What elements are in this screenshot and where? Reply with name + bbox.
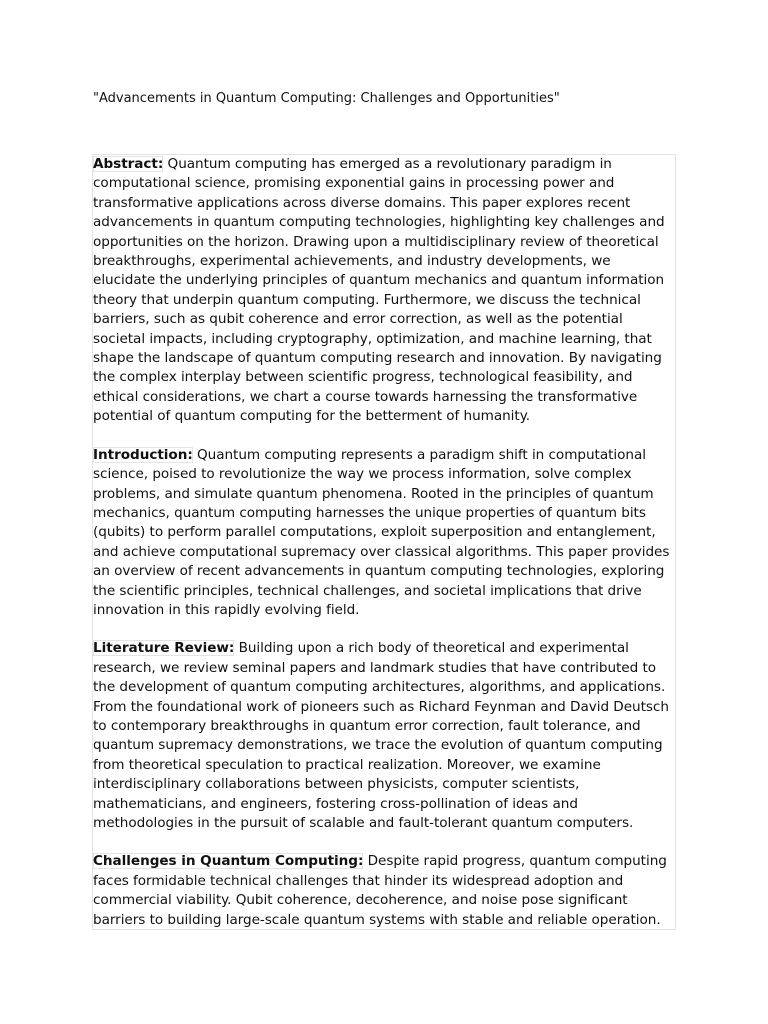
section-abstract <box>93 155 675 427</box>
section-heading-introduction: Introduction: <box>93 446 193 463</box>
section-text-challenges: Despite rapid progress, quantum computing faces formidable technical challenges that hinder its widespread adoption and commercial viability. Qubit coherence, decoherence, and noise pose significant barriers to building large-scale quantum systems with stable and reliable operation. <box>93 853 667 928</box>
section-heading-challenges: Challenges in Quantum Computing: <box>93 853 364 870</box>
content-box <box>92 154 676 930</box>
section-heading-literature-review: Literature Review: <box>93 640 235 657</box>
section-heading-abstract: Abstract: <box>93 156 164 172</box>
section-text-literature-review: Building upon a rich body of theoretical and experimental research, we review seminal papers and landmark studies that have contributed to the development of quantum computing architectures, algorithms, and applications. From the foundational work of pioneers such as Richard Feynman and David Deutsch to contemporary breakthroughs in quantum error correction, fault tolerance, and quantum supremacy demonstrations, we trace the evolution of quantum computing from theoretical speculation to practical realization. Moreover, we examine interdisciplinary collaborations between physicists, computer scientists, mathematicians, and engineers, fostering cross-pollination of ideas and methodologies in the pursuit of scalable and fault-tolerant quantum computers. <box>93 640 669 831</box>
section-text-abstract: Quantum computing has emerged as a revolutionary paradigm in computational science, promising exponential gains in processing power and transformative applications across diverse domains. This paper explores recent advancements in quantum computing technologies, highlighting key challenges and opportunities on the horizon. Drawing upon a multidisciplinary review of theoretical breakthroughs, experimental achievements, and industry developments, we elucidate the underlying principles of quantum mechanics and quantum information theory that underpin quantum computing. Furthermore, we discuss the technical barriers, such as qubit coherence and error correction, as well as the potential societal impacts, including cryptography, optimization, and machine learning, that shape the landscape of quantum computing research and innovation. By navigating the complex interplay between scientific progress, technological feasibility, and ethical considerations, we chart a course towards harnessing the transformative potential of quantum computing for the betterment of humanity. <box>93 156 665 425</box>
section-challenges <box>93 852 675 930</box>
page-title: "Advancements in Quantum Computing: Challenges and Opportunities" <box>93 91 560 106</box>
section-introduction <box>93 446 675 621</box>
section-literature-review <box>93 639 675 833</box>
section-text-introduction: Quantum computing represents a paradigm shift in computational science, poised to revolutionize the way we process information, solve complex problems, and simulate quantum phenomena. Rooted in the principles of quantum mechanics, quantum computing harnesses the unique properties of quantum bits (qubits) to perform parallel computations, exploit superposition and entanglement, and achieve computational supremacy over classical algorithms. This paper provides an overview of recent advancements in quantum computing technologies, exploring the scientific principles, technical challenges, and societal implications that drive innovation in this rapidly evolving field. <box>93 446 670 618</box>
